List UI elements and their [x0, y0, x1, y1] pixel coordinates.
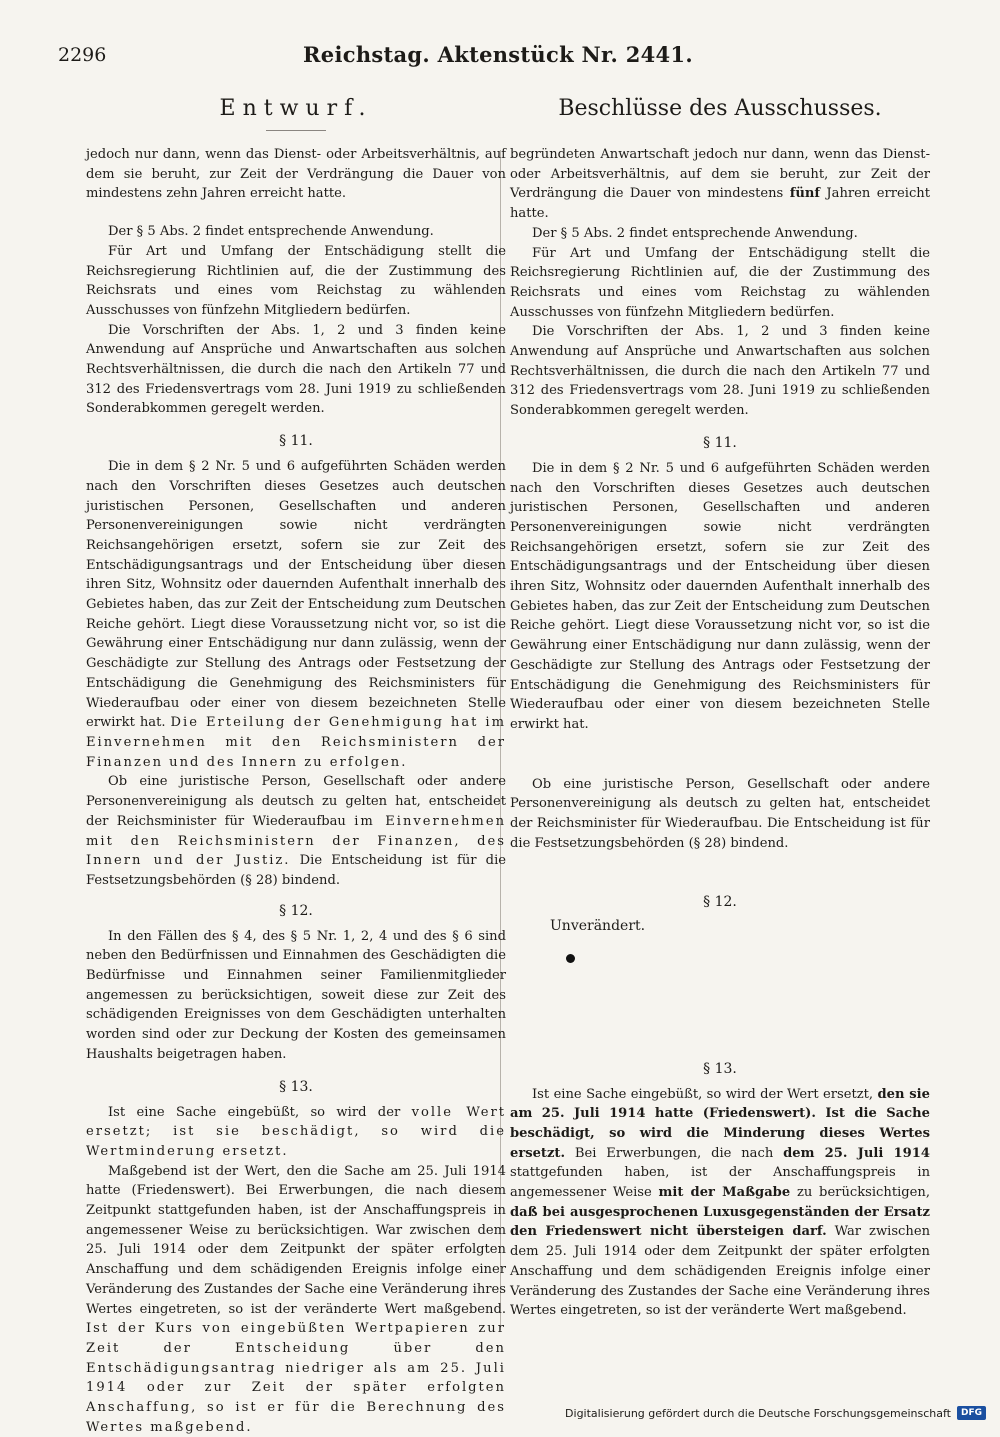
- section-13-heading: § 13.: [703, 1060, 737, 1077]
- text-run: Ob eine juristische Person, Gesellschaft oder andere Personenvereinigung als deutsch zu gelten hat, entscheidet der Reichsminister für Wiederaufbau: [86, 774, 506, 829]
- right-paragraph: Ob eine juristische Person, Gesellschaft oder andere Personenvereinigung als deutsch zu gelten hat, entscheidet der Reichsminister für Wiederaufbau. Die Entscheidung ist für die Festsetzungsbehörden (§ 28) bindend.: [510, 776, 930, 851]
- left-paragraph: jedoch nur dann, wenn das Dienst- oder Arbeitsverhältnis, auf dem sie beruht, zur Zeit der Verdrängung die Dauer von mindestens zehn Jahren erreicht hatte.: [86, 147, 506, 202]
- right-paragraph: Die Vorschriften der Abs. 1, 2 und 3 finden keine Anwendung auf Ansprüche und Anwartschaften aus solchen Rechtsverhältnissen, die durch die nach den Artikeln 77 und 312 des Friedensvertrags vom 28. Juni 1919 zu schließenden Sonderabkommen geregelt werden.: [510, 324, 930, 419]
- spacer: [510, 735, 930, 775]
- digitization-credit: [565, 1406, 986, 1420]
- left-paragraph: Der § 5 Abs. 2 findet entsprechende Anwendung.: [108, 224, 434, 240]
- text-run: stattgefunden haben, ist der Anschaffungspreis in angemessener Weise: [510, 1165, 930, 1201]
- text-run: Bei Erwerbungen, die nach: [574, 1145, 774, 1161]
- section-11-heading: § 11.: [279, 433, 313, 450]
- right-paragraph: Die in dem § 2 Nr. 5 und 6 aufgeführten Schäden werden nach den Vorschriften dieses Gesetzes auch deutschen juristischen Personen, Gesellschaften und anderen Personenvereinigungen sowie nicht verdrängten Reichsangehörigen ersetzt, sofern sie zur Zeit des Entschädigungsantrags und der Entscheidung über diesen ihren Sitz, Wohnsitz oder dauernden Aufenthalt innerhalb des Gebietes haben, das zur Zeit der Entscheidung zum Deutschen Reiche gehört. Liegt diese Voraussetzung nicht vor, so ist die Gewährung einer Entschädigung nur dann zulässig, wenn der Geschädigte zur Stellung des Antrags oder Festsetzung der Entschädigung die Genehmigung des Reichsministers für Wiederaufbau oder einer von diesem bezeichneten Stelle erwirkt hat.: [510, 460, 930, 732]
- right-paragraph: Für Art und Umfang der Entschädigung stellt die Reichsregierung Richtlinien auf, die der Zustimmung des Reichsrats und eines vom Reichstag zu wählenden Ausschusses von fünfzehn Mitgliedern bedürfen.: [510, 245, 930, 320]
- text-run: Die in dem § 2 Nr. 5 und 6 aufgeführten Schäden werden nach den Vorschriften dieses Gesetzes auch deutschen juristischen Personen, Gesellschaften und anderen Personenvereinigungen sowie nicht verdrängten Reichsangehörigen ersetzt, sofern sie zur Zeit des Entschädigungsantrags und der Entscheidung über diesen ihren Sitz, Wohnsitz oder dauernden Aufenthalt innerhalb des Gebietes haben, das zur Zeit der Entscheidung zum Deutschen Reiche gehört. Liegt diese Voraussetzung nicht vor, so ist die Gewährung einer Entschädigung nur dann zulässig, wenn der Geschädigte zur Stellung des Antrags oder Festsetzung der Entschädigung die Genehmigung des Reichsministers für Wiederaufbau oder einer von diesem bezeichneten Stelle erwirkt hat.: [86, 459, 506, 731]
- spaced-text-run: Ist der Kurs von eingebüßten Wertpapieren zur Zeit der Entscheidung über den Entschädigungsantrag niedriger als am 25. Juli 1914 oder zur Zeit der später erfolgten Anschaffung, so ist er für die Berechnung des Wertes maßgebend.: [86, 1321, 506, 1435]
- left-paragraph: Die Vorschriften der Abs. 1, 2 und 3 finden keine Anwendung auf Ansprüche und Anwartschaften aus solchen Rechtsverhältnissen, die durch die nach den Artikeln 77 und 312 des Friedensvertrags vom 28. Juni 1919 zu schließenden Sonderabkommen geregelt werden.: [86, 322, 506, 417]
- ink-dot-mark: [566, 954, 575, 963]
- heading-rule: [266, 130, 326, 131]
- page-header: [58, 44, 938, 74]
- spaced-text-run: Die Erteilung der Genehmigung hat im Einvernehmen mit den Reichsministern der Finanzen und des Innern zu erfolgen.: [86, 715, 507, 770]
- bold-text-run: den sie am 25. Juli 1914 hatte (Friedenswert). Ist die Sache beschädigt, so wird die Minderung dieses Wertes ersetzt.: [510, 1086, 930, 1161]
- left-paragraph: [86, 772, 506, 890]
- credit-text: Digitalisierung gefördert durch die Deutsche Forschungsgemeinschaft: [565, 1406, 951, 1420]
- bold-text-run: daß bei ausgesprochenen Luxusgegenständen der Ersatz den Friedenswert nicht übersteigen darf.: [510, 1204, 930, 1240]
- text-run: War zwischen dem 25. Juli 1914 oder dem Zeitpunkt der später erfolgten Anschaffung und dem schädigenden Ereignis infolge einer Veränderung des Zustandes der Sache eine Veränderung ihres Wertes eingetreten, so ist der veränderte Wert maßgebend.: [510, 1224, 931, 1319]
- text-run: Die Entscheidung ist für die Festsetzungsbehörden (§ 28) bindend.: [86, 853, 506, 888]
- section-11-heading: § 11.: [703, 434, 737, 451]
- unchanged-note: Unverändert.: [550, 917, 646, 934]
- section-12-heading: § 12.: [279, 902, 313, 919]
- section-13-heading: § 13.: [279, 1078, 313, 1095]
- right-column-beschluesse: [510, 94, 930, 1321]
- left-paragraph: Für Art und Umfang der Entschädigung stellt die Reichsregierung Richtlinien auf, die der Zustimmung des Reichsrats und eines vom Reichstag zu wählenden Ausschusses von fünfzehn Mitgliedern bedürfen.: [86, 243, 506, 318]
- page-number: 2296: [58, 44, 107, 66]
- right-paragraph: [510, 1085, 930, 1321]
- spaced-text-run: im Einvernehmen mit den Reichsministern der Finanzen, des Innern und der Justiz.: [86, 813, 506, 869]
- spaced-text-run: volle Wert ersetzt; ist sie beschädigt, so wird die Wertminderung ersetzt.: [86, 1104, 506, 1159]
- left-column-heading: Entwurf.: [219, 96, 373, 121]
- left-paragraph: In den Fällen des § 4, des § 5 Nr. 1, 2, 4 und des § 6 sind neben den Bedürfnissen und Einnahmen des Geschädigten die Bedürfnisse und Einnahmen seiner Familienmitglieder angemessen zu berücksichtigen, soweit diese zur Zeit des schädigenden Ereignisses von dem Geschädigten unterhalten worden sind oder zur Deckung der Kosten des gemeinsamen Haushalts beigetragen haben.: [86, 928, 506, 1062]
- section-12-heading: § 12.: [703, 893, 737, 910]
- bold-text-run: mit der Maßgabe: [658, 1185, 791, 1201]
- spacer: [86, 204, 506, 222]
- text-run: begründeten Anwartschaft jedoch nur dann, wenn das Dienst- oder Arbeitsverhältnis, auf dem sie beruht, zur Zeit der Verdrängung die Dauer von mindestens: [510, 147, 930, 202]
- left-paragraph: [86, 1162, 506, 1437]
- right-paragraph: [510, 145, 930, 224]
- text-run: zu berücksichtigen,: [796, 1185, 930, 1201]
- left-paragraph: [86, 1103, 506, 1162]
- text-run: Jahren erreicht hatte.: [510, 186, 930, 222]
- bold-text-run: dem 25. Juli 1914: [783, 1145, 930, 1161]
- dfg-logo-icon: DFG: [957, 1406, 986, 1420]
- text-run: Ist eine Sache eingebüßt, so wird der Wert ersetzt,: [532, 1086, 874, 1102]
- bold-text-run: fünf: [789, 186, 820, 202]
- right-column-heading: Beschlüsse des Ausschusses.: [558, 96, 882, 121]
- text-run: Maßgebend ist der Wert, den die Sache am 25. Juli 1914 hatte (Friedenswert). Bei Erwerbungen, die nach diesem Zeitpunkt stattgefunden haben, ist der Anschaffungspreis in angemessener Weise zu berücksichtigen. War zwischen dem 25. Juli 1914 oder dem Zeitpunkt der später erfolgten Anschaffung und dem schädigenden Ereignis infolge einer Veränderung des Zustandes der Sache eine Veränderung ihres Wertes eingetreten, so ist der veränderte Wert maßgebend.: [86, 1163, 506, 1317]
- right-paragraph: Der § 5 Abs. 2 findet entsprechende Anwendung.: [532, 225, 858, 241]
- text-run: Ist eine Sache eingebüßt, so wird der: [108, 1104, 401, 1120]
- running-title: Reichstag. Aktenstück Nr. 2441.: [303, 42, 693, 67]
- left-paragraph: [86, 457, 506, 772]
- left-column-entwurf: [86, 94, 506, 1437]
